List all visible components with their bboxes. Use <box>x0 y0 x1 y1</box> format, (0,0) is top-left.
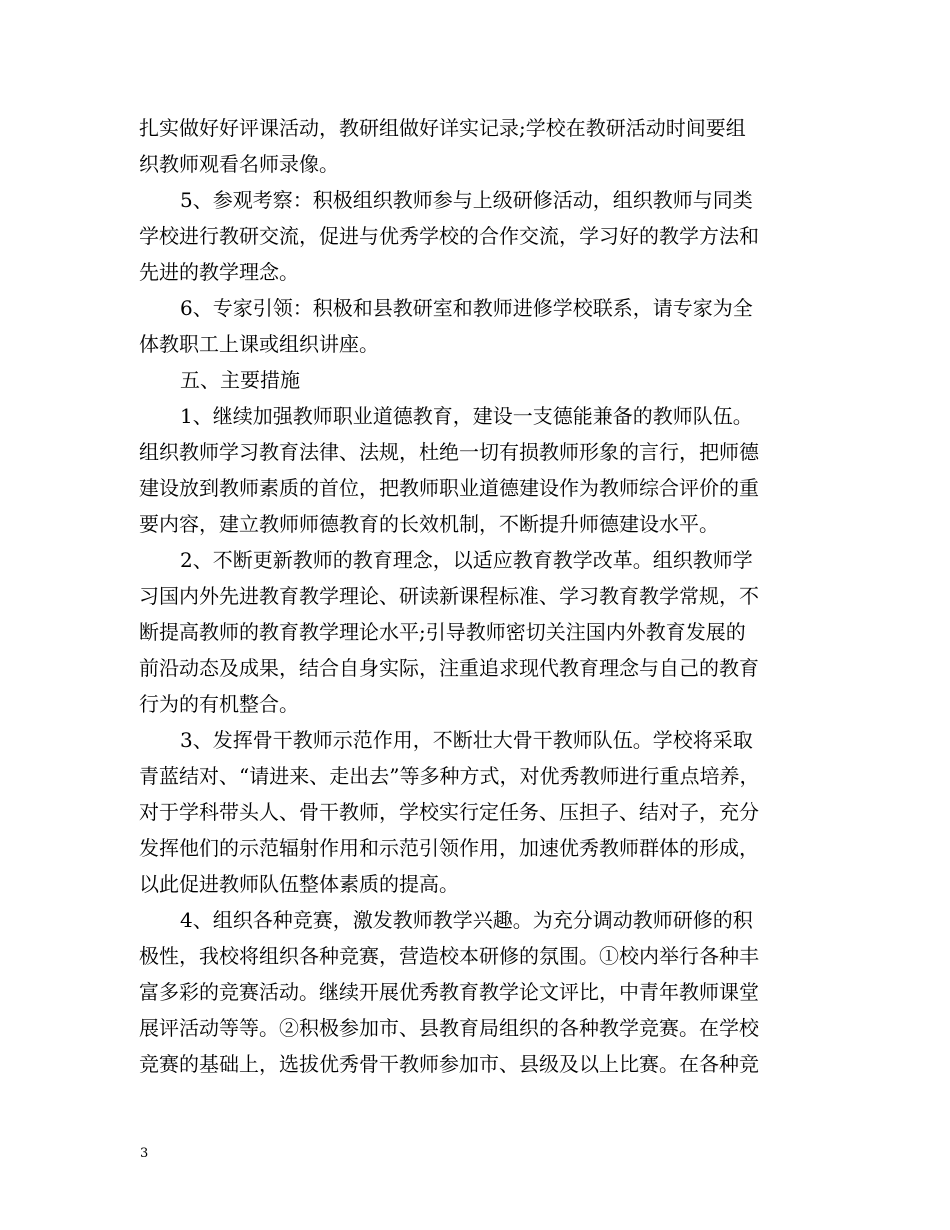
body-line: 组织教师学习教育法律、法规，杜绝一切有损教师形象的言行，把师德 <box>139 440 759 464</box>
body-line: 学校进行教研交流，促进与优秀学校的合作交流，学习好的教学方法和 <box>139 224 759 248</box>
section-heading: 五、主要措施 <box>180 368 300 392</box>
page-number: 3 <box>140 1146 149 1161</box>
document-body <box>139 110 815 1082</box>
paragraph-start-line: 1、继续加强教师职业道德教育，建设一支德能兼备的教师队伍。 <box>180 404 753 428</box>
body-line: 极性，我校将组织各种竞赛，营造校本研修的氛围。①校内举行各种丰 <box>139 944 759 968</box>
body-line: 青蓝结对、“请进来、走出去”等多种方式，对优秀教师进行重点培养， <box>139 764 760 788</box>
body-line: 扎实做好好评课活动，教研组做好详实记录;学校在教研活动时间要组 <box>139 116 746 140</box>
body-line: 对于学科带头人、骨干教师，学校实行定任务、压担子、结对子，充分 <box>139 800 759 824</box>
body-line: 习国内外先进教育教学理论、研读新课程标准、学习教育教学常规，不 <box>139 584 759 608</box>
paragraph-start-line: 6、专家引领：积极和县教研室和教师进修学校联系，请专家为全 <box>180 296 753 320</box>
body-line: 体教职工上课或组织讲座。 <box>139 332 379 356</box>
body-line: 以此促进教师队伍整体素质的提高。 <box>139 872 459 896</box>
body-line: 建设放到教师素质的首位，把教师职业道德建设作为教师综合评价的重 <box>139 476 759 500</box>
body-line: 织教师观看名师录像。 <box>139 152 339 176</box>
body-line: 断提高教师的教育教学理论水平;引导教师密切关注国内外教育发展的 <box>139 620 746 644</box>
body-line: 富多彩的竞赛活动。继续开展优秀教育教学论文评比，中青年教师课堂 <box>139 980 759 1004</box>
body-line: 展评活动等等。②积极参加市、县教育局组织的各种教学竞赛。在学校 <box>139 1016 759 1040</box>
paragraph-start-line: 4、组织各种竞赛，激发教师教学兴趣。为充分调动教师研修的积 <box>180 908 753 932</box>
paragraph-start-line: 3、发挥骨干教师示范作用，不断壮大骨干教师队伍。学校将采取 <box>180 728 753 752</box>
body-line: 行为的有机整合。 <box>139 692 299 716</box>
paragraph-start-line: 5、参观考察：积极组织教师参与上级研修活动，组织教师与同类 <box>180 188 753 212</box>
body-line: 要内容，建立教师师德教育的长效机制，不断提升师德建设水平。 <box>139 512 719 536</box>
body-line: 竞赛的基础上，选拔优秀骨干教师参加市、县级及以上比赛。在各种竞 <box>139 1052 759 1076</box>
body-line: 发挥他们的示范辐射作用和示范引领作用，加速优秀教师群体的形成， <box>139 836 759 860</box>
body-line: 前沿动态及成果，结合自身实际，注重追求现代教育理念与自己的教育 <box>139 656 759 680</box>
body-line: 先进的教学理念。 <box>139 260 299 284</box>
paragraph-start-line: 2、不断更新教师的教育理念，以适应教育教学改革。组织教师学 <box>180 548 753 572</box>
